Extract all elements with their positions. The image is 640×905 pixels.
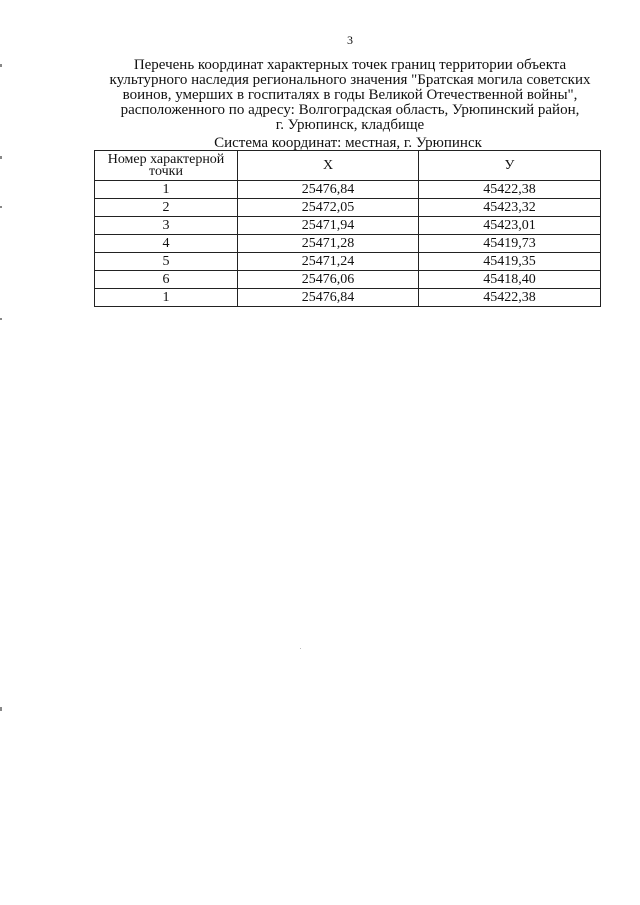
table-row: [95, 235, 601, 253]
cell-point-number: 4: [95, 235, 238, 253]
header-y: У: [419, 151, 601, 181]
cell-point-number: 6: [95, 271, 238, 289]
cell-x: 25476,06: [238, 271, 419, 289]
cell-y: 45418,40: [419, 271, 601, 289]
coordinate-system-caption: Система координат: местная, г. Урюпинск: [214, 135, 482, 151]
table-row: [95, 199, 601, 217]
table-row: [95, 217, 601, 235]
cell-x: 25471,24: [238, 253, 419, 271]
page-number: 3: [347, 33, 353, 47]
cell-point-number: 1: [95, 181, 238, 199]
scan-mark: [0, 206, 2, 208]
cell-y: 45419,73: [419, 235, 601, 253]
cell-y: 45419,35: [419, 253, 601, 271]
cell-point-number: 5: [95, 253, 238, 271]
cell-point-number: 3: [95, 217, 238, 235]
table-row: [95, 253, 601, 271]
header-x: X: [238, 151, 419, 181]
cell-x: 25476,84: [238, 289, 419, 307]
cell-point-number: 2: [95, 199, 238, 217]
title-line: воинов, умерших в госпиталях в годы Великой Отечественной войны",: [122, 87, 578, 103]
cell-x: 25472,05: [238, 199, 419, 217]
scan-mark: [300, 648, 301, 649]
cell-y: 45422,38: [419, 181, 601, 199]
cell-point-number: 1: [95, 289, 238, 307]
document-title: [80, 58, 620, 133]
table-row: [95, 289, 601, 307]
table-row: [95, 181, 601, 199]
title-line: г. Урюпинск, кладбище: [275, 117, 425, 133]
header-point-number: Номер характерной точки: [95, 151, 238, 181]
scan-mark: [0, 707, 2, 711]
scan-mark: [0, 318, 2, 320]
table-header-row: [95, 151, 601, 181]
title-line: культурного наследия регионального значения "Братская могила советских: [109, 72, 591, 88]
table-row: [95, 271, 601, 289]
cell-x: 25471,94: [238, 217, 419, 235]
scan-mark: [0, 156, 2, 159]
title-line: Перечень координат характерных точек границ территории объекта: [133, 57, 567, 73]
title-line: расположенного по адресу: Волгоградская область, Урюпинский район,: [120, 102, 580, 118]
cell-y: 45422,38: [419, 289, 601, 307]
scan-mark: [0, 64, 2, 67]
cell-y: 45423,01: [419, 217, 601, 235]
cell-x: 25471,28: [238, 235, 419, 253]
cell-x: 25476,84: [238, 181, 419, 199]
coordinates-table: [94, 150, 601, 307]
cell-y: 45423,32: [419, 199, 601, 217]
